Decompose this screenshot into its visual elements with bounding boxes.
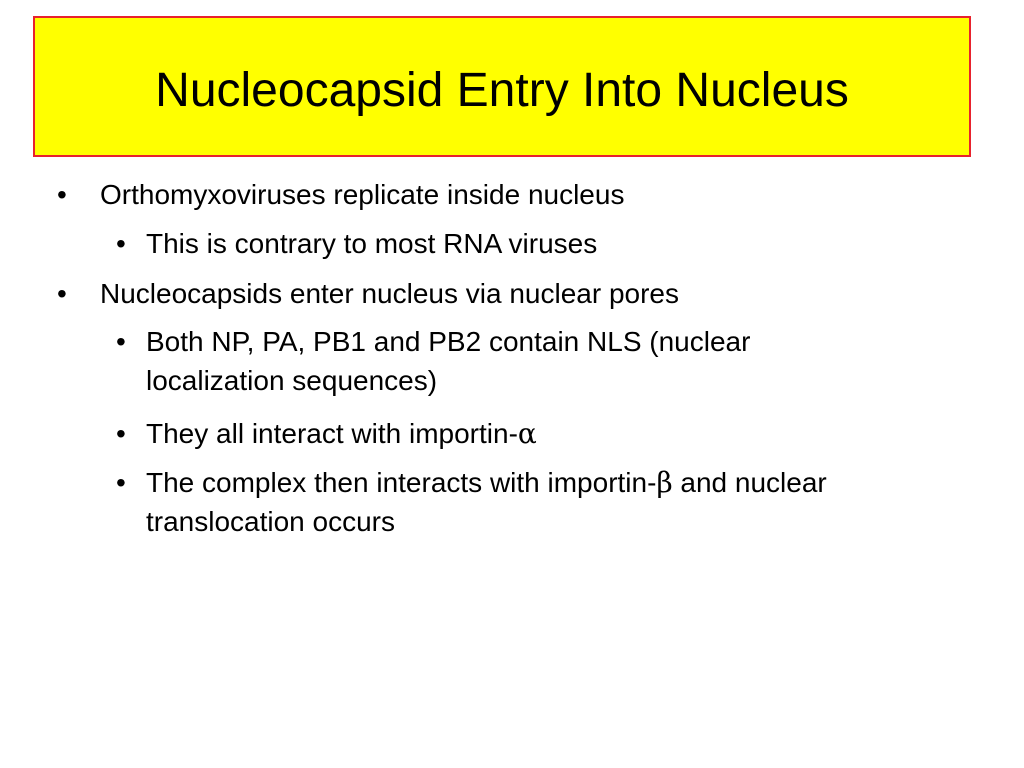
sub-bullet-item [116, 322, 876, 400]
bullet-text [146, 463, 876, 541]
slide-title: Nucleocapsid Entry Into Nucleus [155, 63, 849, 117]
bullet-marker: • [57, 179, 67, 210]
bullet-text: This is contrary to most RNA viruses [146, 228, 598, 259]
bullet-text: Both NP, PA, PB1 and PB2 contain NLS (nuclear localization sequences) [146, 326, 751, 396]
bullet-item [57, 179, 957, 211]
sub-bullet-item [116, 224, 916, 263]
bullet-marker: • [116, 418, 126, 449]
bullet-item [57, 278, 957, 310]
bullet-text-part: They all interact with importin- [146, 418, 518, 449]
bullet-marker: • [116, 326, 126, 357]
bullet-text: Nucleocapsids enter nucleus via nuclear pores [100, 278, 679, 309]
alpha-symbol: α [517, 417, 537, 450]
sub-bullet-item [116, 414, 916, 453]
bullet-marker: • [116, 467, 126, 498]
bullet-text-part: The complex then interacts with importin- [146, 467, 657, 498]
beta-symbol: β [656, 466, 673, 499]
bullet-marker: • [116, 228, 126, 259]
bullet-text [146, 414, 916, 453]
sub-bullet-item [116, 463, 876, 541]
bullet-text: Orthomyxoviruses replicate inside nucleus [100, 179, 625, 210]
bullet-marker: • [57, 278, 67, 309]
bullet-text-part: and nuclear translocation occurs [146, 467, 827, 537]
